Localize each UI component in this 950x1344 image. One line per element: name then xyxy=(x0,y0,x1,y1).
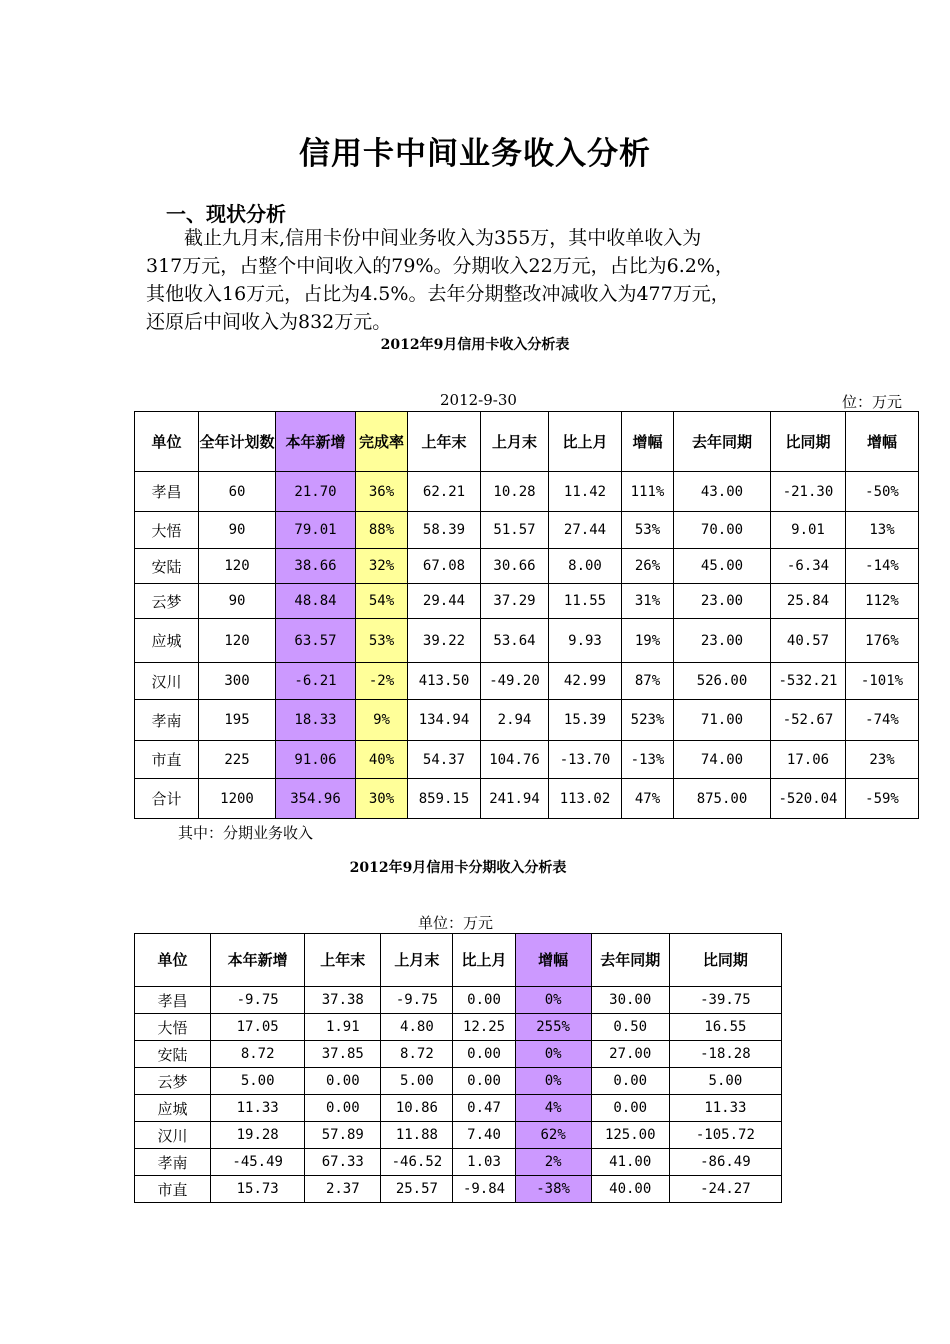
table-cell: 31% xyxy=(622,584,674,619)
table-cell: 16.55 xyxy=(669,1014,781,1041)
table-cell: 195 xyxy=(199,700,276,741)
table-cell: 10.86 xyxy=(381,1095,453,1122)
table-cell: 0.00 xyxy=(591,1095,669,1122)
table-cell: -13% xyxy=(622,741,674,779)
unit-name-cell: 应城 xyxy=(135,1095,211,1122)
unit-name-cell: 云梦 xyxy=(135,1068,211,1095)
table-cell: 43.00 xyxy=(674,472,771,512)
table-cell: 9.93 xyxy=(549,619,622,663)
table-cell: 8.72 xyxy=(381,1041,453,1068)
table-cell: 1200 xyxy=(199,779,276,819)
table-row xyxy=(135,1068,782,1095)
table-cell: -105.72 xyxy=(669,1122,781,1149)
table-cell: 23% xyxy=(846,741,919,779)
table1-unit: 位：万元 xyxy=(842,393,903,411)
table-cell: 1.03 xyxy=(453,1149,515,1176)
table-cell: 90 xyxy=(199,584,276,619)
header-row xyxy=(135,412,919,472)
table-cell: 2.37 xyxy=(305,1176,381,1203)
column-header: 完成率 xyxy=(356,412,408,472)
table-row xyxy=(135,1095,782,1122)
table-cell: 58.39 xyxy=(408,512,481,549)
table-cell: -21.30 xyxy=(771,472,846,512)
unit-name-cell: 市直 xyxy=(135,1176,211,1203)
table-cell: 4% xyxy=(515,1095,591,1122)
table-cell: 29.44 xyxy=(408,584,481,619)
unit-name-cell: 应城 xyxy=(135,619,199,663)
table-row xyxy=(135,1041,782,1068)
table-cell: 26% xyxy=(622,549,674,584)
column-header: 增幅 xyxy=(515,934,591,987)
column-header: 上年末 xyxy=(305,934,381,987)
table-cell: 25.57 xyxy=(381,1176,453,1203)
table-cell: 0.00 xyxy=(305,1095,381,1122)
table-cell: 413.50 xyxy=(408,663,481,700)
table-cell: 0.00 xyxy=(453,987,515,1014)
unit-name-cell: 孝昌 xyxy=(135,472,199,512)
table-row xyxy=(135,1176,782,1203)
table-cell: 19% xyxy=(622,619,674,663)
column-header: 本年新增 xyxy=(211,934,305,987)
table-cell: -86.49 xyxy=(669,1149,781,1176)
table-cell: 39.22 xyxy=(408,619,481,663)
table-cell: 120 xyxy=(199,549,276,584)
column-header: 增幅 xyxy=(622,412,674,472)
column-header: 去年同期 xyxy=(591,934,669,987)
table-cell: 19.28 xyxy=(211,1122,305,1149)
column-header: 比上月 xyxy=(549,412,622,472)
table-cell: -59% xyxy=(846,779,919,819)
column-header: 单位 xyxy=(135,412,199,472)
table-cell: 300 xyxy=(199,663,276,700)
table-cell: 17.06 xyxy=(771,741,846,779)
column-header: 全年计划数 xyxy=(199,412,276,472)
table-cell: 354.96 xyxy=(276,779,356,819)
table-cell: 9.01 xyxy=(771,512,846,549)
table-cell: -9.75 xyxy=(211,987,305,1014)
table-cell: 859.15 xyxy=(408,779,481,819)
table-cell: 134.94 xyxy=(408,700,481,741)
table-cell: -9.75 xyxy=(381,987,453,1014)
table-cell: -38% xyxy=(515,1176,591,1203)
header-row xyxy=(135,934,782,987)
table-cell: 41.00 xyxy=(591,1149,669,1176)
column-header: 上月末 xyxy=(381,934,453,987)
table-cell: 74.00 xyxy=(674,741,771,779)
unit-name-cell: 大悟 xyxy=(135,1014,211,1041)
paragraph-line: 317万元，占整个中间收入的79%。分期收入22万元，占比为6.2%， xyxy=(146,255,734,277)
table-cell: 15.73 xyxy=(211,1176,305,1203)
table-cell: 5.00 xyxy=(381,1068,453,1095)
column-header: 本年新增 xyxy=(276,412,356,472)
table-cell: 91.06 xyxy=(276,741,356,779)
column-header: 上月末 xyxy=(481,412,549,472)
table-cell: 40% xyxy=(356,741,408,779)
table-cell: -74% xyxy=(846,700,919,741)
table-cell: -6.21 xyxy=(276,663,356,700)
table-cell: 47% xyxy=(622,779,674,819)
table-cell: 0.50 xyxy=(591,1014,669,1041)
table-cell: 113.02 xyxy=(549,779,622,819)
table-cell: -532.21 xyxy=(771,663,846,700)
table-row xyxy=(135,472,919,512)
table-cell: 0.47 xyxy=(453,1095,515,1122)
table-cell: 40.00 xyxy=(591,1176,669,1203)
table2-unit: 单位：万元 xyxy=(418,914,494,932)
table-cell: 30.00 xyxy=(591,987,669,1014)
table-cell: -46.52 xyxy=(381,1149,453,1176)
table-cell: 0.00 xyxy=(305,1068,381,1095)
table1-date: 2012-9-30 xyxy=(440,391,517,409)
table-cell: 2% xyxy=(515,1149,591,1176)
table-cell: 67.08 xyxy=(408,549,481,584)
table-cell: 62.21 xyxy=(408,472,481,512)
table-cell: 0% xyxy=(515,1041,591,1068)
table-cell: 79.01 xyxy=(276,512,356,549)
unit-name-cell: 安陆 xyxy=(135,1041,211,1068)
table-cell: 112% xyxy=(846,584,919,619)
unit-name-cell: 安陆 xyxy=(135,549,199,584)
column-header: 单位 xyxy=(135,934,211,987)
table-cell: -13.70 xyxy=(549,741,622,779)
table-row xyxy=(135,700,919,741)
table-row xyxy=(135,1014,782,1041)
table-cell: 87% xyxy=(622,663,674,700)
unit-name-cell: 孝南 xyxy=(135,1149,211,1176)
table-cell: 0.00 xyxy=(591,1068,669,1095)
table-cell: 8.72 xyxy=(211,1041,305,1068)
income-analysis-table xyxy=(134,411,919,819)
section-heading: 一、现状分析 xyxy=(166,202,286,226)
table-cell: 0.00 xyxy=(453,1041,515,1068)
table-cell: -24.27 xyxy=(669,1176,781,1203)
table-cell: 104.76 xyxy=(481,741,549,779)
table-cell: 2.94 xyxy=(481,700,549,741)
table-cell: 0% xyxy=(515,987,591,1014)
table-cell: 30% xyxy=(356,779,408,819)
unit-name-cell: 孝昌 xyxy=(135,987,211,1014)
table-cell: 25.84 xyxy=(771,584,846,619)
table-row xyxy=(135,663,919,700)
paragraph-line: 还原后中间收入为832万元。 xyxy=(146,311,392,333)
table-cell: 37.85 xyxy=(305,1041,381,1068)
table-cell: 120 xyxy=(199,619,276,663)
table-cell: 30.66 xyxy=(481,549,549,584)
table-cell: 10.28 xyxy=(481,472,549,512)
table-cell: 0% xyxy=(515,1068,591,1095)
table-cell: 27.44 xyxy=(549,512,622,549)
column-header: 上年末 xyxy=(408,412,481,472)
table-cell: 53% xyxy=(356,619,408,663)
table-cell: 90 xyxy=(199,512,276,549)
column-header: 比上月 xyxy=(453,934,515,987)
table-cell: 111% xyxy=(622,472,674,512)
table-cell: -49.20 xyxy=(481,663,549,700)
table-cell: 11.33 xyxy=(669,1095,781,1122)
table-cell: 21.70 xyxy=(276,472,356,512)
table-cell: 32% xyxy=(356,549,408,584)
column-header: 增幅 xyxy=(846,412,919,472)
table-row xyxy=(135,1149,782,1176)
table-cell: 48.84 xyxy=(276,584,356,619)
table-cell: -18.28 xyxy=(669,1041,781,1068)
table-row xyxy=(135,549,919,584)
table1-note: 其中：分期业务收入 xyxy=(178,824,314,842)
table1-caption: 2012年9月信用卡收入分析表 xyxy=(380,337,570,353)
table-cell: 45.00 xyxy=(674,549,771,584)
table2-caption: 2012年9月信用卡分期收入分析表 xyxy=(349,860,567,876)
table-cell: 51.57 xyxy=(481,512,549,549)
unit-name-cell: 云梦 xyxy=(135,584,199,619)
table-row xyxy=(135,741,919,779)
table-cell: 37.29 xyxy=(481,584,549,619)
table-cell: -14% xyxy=(846,549,919,584)
table-cell: 12.25 xyxy=(453,1014,515,1041)
column-header: 比同期 xyxy=(669,934,781,987)
table-cell: 70.00 xyxy=(674,512,771,549)
table-cell: 17.05 xyxy=(211,1014,305,1041)
table-cell: 67.33 xyxy=(305,1149,381,1176)
table-row xyxy=(135,779,919,819)
table-cell: 57.89 xyxy=(305,1122,381,1149)
unit-name-cell: 市直 xyxy=(135,741,199,779)
table-cell: 11.33 xyxy=(211,1095,305,1122)
table-row xyxy=(135,1122,782,1149)
table-cell: 36% xyxy=(356,472,408,512)
document-title: 信用卡中间业务收入分析 xyxy=(299,136,651,172)
table-cell: 13% xyxy=(846,512,919,549)
unit-name-cell: 汉川 xyxy=(135,663,199,700)
table-cell: 38.66 xyxy=(276,549,356,584)
paragraph-line: 截止九月末,信用卡份中间业务收入为355万，其中收单收入为 xyxy=(184,227,702,249)
table-cell: 523% xyxy=(622,700,674,741)
table-cell: 11.42 xyxy=(549,472,622,512)
table-cell: -50% xyxy=(846,472,919,512)
paragraph-line: 其他收入16万元，占比为4.5%。去年分期整改冲减收入为477万元， xyxy=(146,283,730,305)
table-cell: 53.64 xyxy=(481,619,549,663)
table-cell: 8.00 xyxy=(549,549,622,584)
unit-name-cell: 孝南 xyxy=(135,700,199,741)
table-cell: 23.00 xyxy=(674,619,771,663)
table-cell: -6.34 xyxy=(771,549,846,584)
table-cell: 526.00 xyxy=(674,663,771,700)
table-cell: 241.94 xyxy=(481,779,549,819)
table-cell: 53% xyxy=(622,512,674,549)
table-cell: 42.99 xyxy=(549,663,622,700)
table-cell: 11.55 xyxy=(549,584,622,619)
table-cell: 71.00 xyxy=(674,700,771,741)
table-cell: -101% xyxy=(846,663,919,700)
table-row xyxy=(135,584,919,619)
table-cell: -45.49 xyxy=(211,1149,305,1176)
table-cell: 63.57 xyxy=(276,619,356,663)
table-cell: 11.88 xyxy=(381,1122,453,1149)
table-cell: 176% xyxy=(846,619,919,663)
table-row xyxy=(135,512,919,549)
table-cell: 54% xyxy=(356,584,408,619)
unit-name-cell: 合计 xyxy=(135,779,199,819)
table-cell: -39.75 xyxy=(669,987,781,1014)
table-cell: 88% xyxy=(356,512,408,549)
table-cell: 60 xyxy=(199,472,276,512)
table-cell: 18.33 xyxy=(276,700,356,741)
table-cell: 23.00 xyxy=(674,584,771,619)
table-cell: 27.00 xyxy=(591,1041,669,1068)
table-cell: -2% xyxy=(356,663,408,700)
unit-name-cell: 汉川 xyxy=(135,1122,211,1149)
table-cell: 37.38 xyxy=(305,987,381,1014)
table-cell: 255% xyxy=(515,1014,591,1041)
table-cell: 0.00 xyxy=(453,1068,515,1095)
table-cell: 40.57 xyxy=(771,619,846,663)
table-cell: 62% xyxy=(515,1122,591,1149)
table-cell: 1.91 xyxy=(305,1014,381,1041)
unit-name-cell: 大悟 xyxy=(135,512,199,549)
table-cell: 9% xyxy=(356,700,408,741)
table-cell: 15.39 xyxy=(549,700,622,741)
column-header: 去年同期 xyxy=(674,412,771,472)
table-cell: 7.40 xyxy=(453,1122,515,1149)
table-row xyxy=(135,987,782,1014)
table-cell: 225 xyxy=(199,741,276,779)
table-cell: -520.04 xyxy=(771,779,846,819)
table-cell: 5.00 xyxy=(211,1068,305,1095)
table-cell: -9.84 xyxy=(453,1176,515,1203)
table-cell: 5.00 xyxy=(669,1068,781,1095)
table-cell: -52.67 xyxy=(771,700,846,741)
installment-analysis-table xyxy=(134,933,782,1203)
table-cell: 54.37 xyxy=(408,741,481,779)
table-row xyxy=(135,619,919,663)
table-cell: 125.00 xyxy=(591,1122,669,1149)
table-cell: 875.00 xyxy=(674,779,771,819)
column-header: 比同期 xyxy=(771,412,846,472)
table-cell: 4.80 xyxy=(381,1014,453,1041)
summary-paragraph xyxy=(146,224,826,336)
